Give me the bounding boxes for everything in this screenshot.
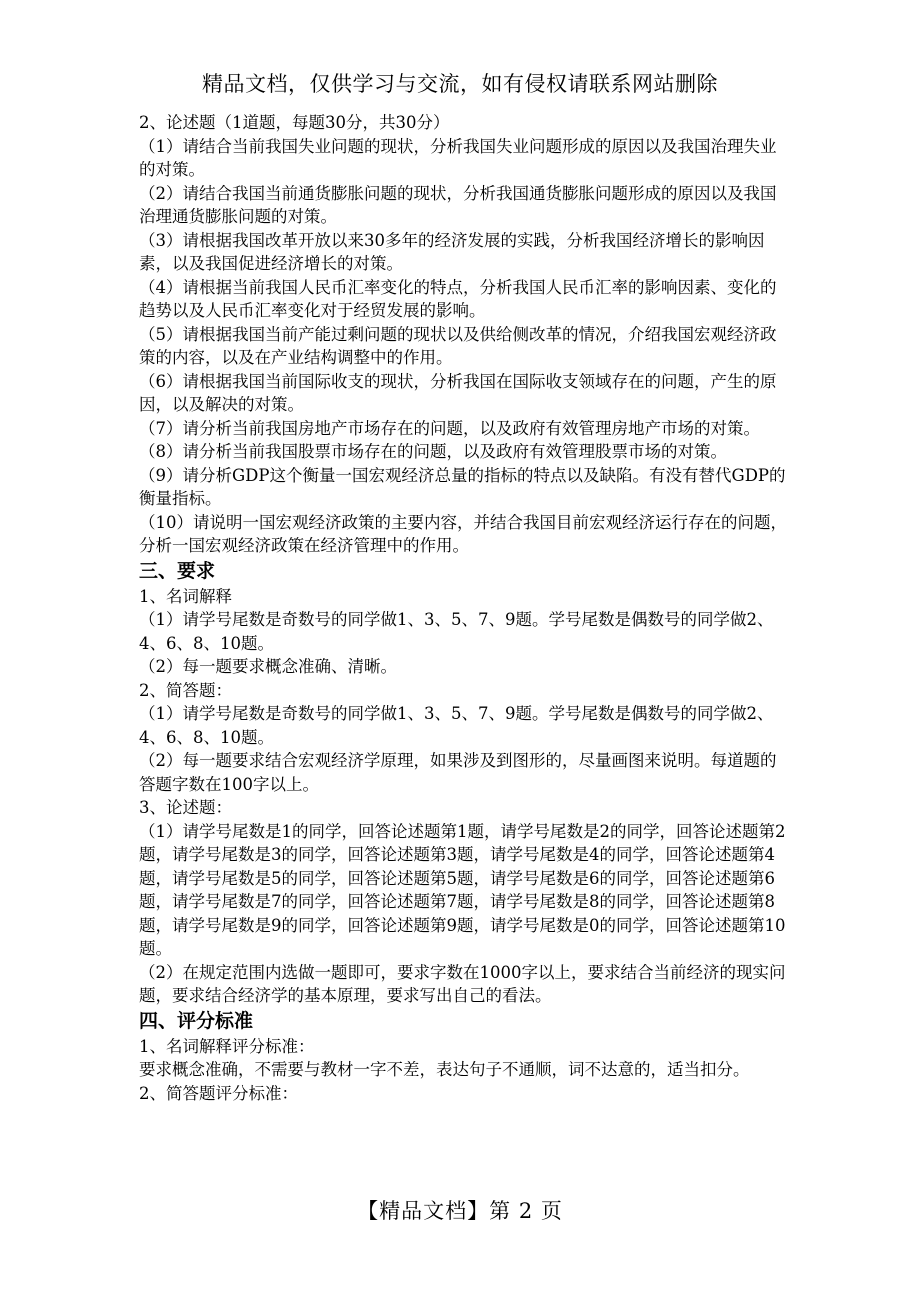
requirement-item: （1）请学号尾数是奇数号的同学做1、3、5、7、9题。学号尾数是偶数号的同学做2、4、6、8、10题。 bbox=[139, 704, 774, 747]
term-grading-title: 1、名词解释评分标准： bbox=[139, 1036, 315, 1056]
requirements-heading: 三、要求 bbox=[139, 559, 216, 582]
term-grading-text: 要求概念准确，不需要与教材一字不差，表达句子不通顺，词不达意的，适当扣分。 bbox=[139, 1060, 750, 1079]
page-footer: 【精品文档】第 2 页 bbox=[357, 1199, 563, 1223]
requirement-item: （2）在规定范围内选做一题即可，要求字数在1000字以上，要求结合当前经济的现实问题，要求结合经济学的基本原理，要求写出自己的看法。 bbox=[139, 962, 786, 1005]
essay-question: （3）请根据我国改革开放以来30多年的经济发展的实践，分析我国经济增长的影响因素，以及我国促进经济增长的对策。 bbox=[139, 230, 765, 273]
short-answer-title: 2、简答题： bbox=[139, 680, 232, 700]
essay-question: （7）请分析当前我国房地产市场存在的问题，以及政府有效管理房地产市场的对策。 bbox=[139, 418, 760, 438]
essay-question: （5）请根据我国当前产能过剩问题的现状以及供给侧改革的情况，介绍我国宏观经济政策的内容，以及在产业结构调整中的作用。 bbox=[139, 324, 777, 367]
term-explanation-title: 1、名词解释 bbox=[139, 586, 232, 606]
page-header: 精品文档，仅供学习与交流，如有侵权请联系网站删除 bbox=[202, 72, 718, 96]
essay-question: （8）请分析当前我国股票市场存在的问题，以及政府有效管理股票市场的对策。 bbox=[139, 442, 727, 461]
essay-requirements-title: 3、论述题： bbox=[139, 798, 232, 817]
essay-question: （10）请说明一国宏观经济政策的主要内容，并结合我国目前宏观经济运行存在的问题，分析一国宏观经济政策在经济管理中的作用。 bbox=[139, 512, 787, 555]
requirement-item: （1）请学号尾数是奇数号的同学做1、3、5、7、9题。学号尾数是偶数号的同学做2、4、6、8、10题。 bbox=[139, 610, 774, 653]
essay-question: （9）请分析GDP这个衡量一国宏观经济总量的指标的特点以及缺陷。有没有替代GDP的衡量指标。 bbox=[139, 465, 786, 508]
essay-question: （2）请结合我国当前通货膨胀问题的现状，分析我国通货膨胀问题形成的原因以及我国治理通货膨胀问题的对策。 bbox=[139, 183, 777, 226]
grading-heading: 四、评分标准 bbox=[139, 1009, 254, 1032]
essay-question: （6）请根据我国当前国际收支的现状，分析我国在国际收支领域存在的问题，产生的原因，以及解决的对策。 bbox=[139, 371, 777, 414]
requirement-item: （2）每一题要求概念准确、清晰。 bbox=[139, 657, 397, 676]
essay-question: （1）请结合当前我国失业问题的现状，分析我国失业问题形成的原因以及我国治理失业的对策。 bbox=[139, 136, 777, 179]
requirement-item: （1）请学号尾数是1的同学，回答论述题第1题，请学号尾数是2的同学，回答论述题第2题，请学号尾数是3的同学，回答论述题第3题，请学号尾数是4的同学，回答论述题第4题，请学号尾数是5的同学，回答论述题第5题，请学号尾数是6的同学，回答论述题第6题，请学号尾数是7的同学，回答论述题第7题，请学号尾数是8的同学，回答论述题第8题，请学号尾数是9的同学，回答论述题第9题，请学号尾数是0的同学，回答论述题第10题。 bbox=[139, 821, 786, 958]
short-answer-grading-title: 2、简答题评分标准： bbox=[139, 1083, 298, 1103]
essay-section-title: 2、论述题（1道题，每题30分，共30分） bbox=[139, 113, 450, 132]
essay-question: （4）请根据当前我国人民币汇率变化的特点，分析我国人民币汇率的影响因素、变化的趋势以及人民币汇率变化对于经贸发展的影响。 bbox=[139, 277, 777, 320]
requirement-item: （2）每一题要求结合宏观经济学原理，如果涉及到图形的，尽量画图来说明。每道题的答题字数在100字以上。 bbox=[139, 751, 777, 794]
document-body bbox=[139, 111, 789, 1105]
